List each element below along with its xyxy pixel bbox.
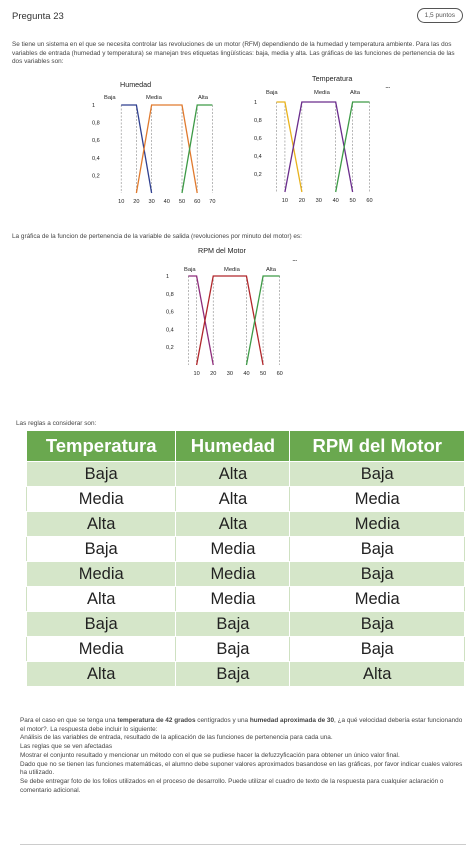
x-tick-label: 60: [276, 371, 283, 377]
series-media: [197, 276, 263, 365]
x-tick-label: 50: [259, 371, 267, 377]
temperatura-membership-chart: [250, 72, 390, 205]
header-temperatura: Temperatura: [27, 431, 176, 462]
intro-text: Se tiene un sistema en el que se necesita controlar las revoluciones de un motor (RFM) dependiendo de la humedad y temperatura ambiente. Para las dos variables de entrada (humedad y temperatura) se manejan tres etiquetas lingüísticas: baja, media y alta. Las gráficas de las funciones de pertenencia de las dos variables son:: [12, 41, 455, 66]
humedad-membership-chart: [80, 75, 230, 205]
x-tick-label: 70: [209, 199, 216, 205]
table-row: [27, 562, 465, 587]
cell-rpm: Baja: [290, 637, 465, 662]
y-tick-label: 0,6: [166, 309, 174, 316]
more-icon[interactable]: ...: [385, 80, 390, 90]
cell-temperatura: Media: [27, 487, 176, 512]
y-tick-label: 0,4: [254, 154, 262, 160]
cell-humedad: Alta: [176, 512, 290, 537]
cell-humedad: Alta: [176, 487, 290, 512]
set-label: Media: [314, 90, 330, 96]
set-label: Baja: [104, 95, 116, 101]
cell-temperatura: Alta: [27, 662, 176, 687]
chart-title: Humedad: [120, 80, 152, 89]
x-tick-label: 60: [194, 199, 201, 205]
cell-rpm: Media: [290, 587, 465, 612]
cell-humedad: Baja: [176, 612, 290, 637]
x-tick-label: 40: [163, 199, 170, 205]
y-tick-label: 1: [254, 100, 258, 106]
instruction-line: Mostrar el conjunto resultado y mencionar un método con el que se pudiese hacer la defuzzyficación para obtener un único valor final.: [20, 751, 400, 759]
answer-box-edge[interactable]: [20, 844, 466, 845]
series-baja: [276, 102, 301, 192]
set-label: Media: [146, 95, 162, 101]
set-label: Baja: [184, 267, 196, 273]
cell-humedad: Media: [176, 562, 290, 587]
table-row: [27, 512, 465, 537]
y-tick-label: 0,8: [166, 291, 174, 298]
cell-rpm: Baja: [290, 462, 465, 487]
cell-temperatura: Baja: [27, 462, 176, 487]
set-label: Alta: [350, 90, 360, 96]
output-text: La gráfica de la funcion de pertenencia de la variable de salida (revoluciones por minuto del motor) es:: [12, 233, 302, 240]
x-tick-label: 50: [178, 199, 186, 205]
x-tick-label: 10: [193, 371, 200, 377]
cell-temperatura: Baja: [27, 612, 176, 637]
table-row: [27, 462, 465, 487]
x-tick-label: 60: [366, 198, 373, 204]
series-baja: [188, 276, 213, 365]
table-row: [27, 487, 465, 512]
x-tick-label: 10: [118, 199, 125, 205]
cell-temperatura: Alta: [27, 587, 176, 612]
set-label: Media: [224, 267, 240, 273]
cell-temperatura: Media: [27, 562, 176, 587]
x-tick-label: 20: [133, 199, 140, 205]
cell-humedad: Media: [176, 537, 290, 562]
chart-title: Temperatura: [312, 74, 353, 83]
x-tick-label: 50: [349, 198, 356, 204]
series-alta: [336, 102, 370, 192]
table-row: [27, 537, 465, 562]
cell-rpm: Media: [290, 512, 465, 537]
y-tick-label: 0,4: [166, 327, 174, 334]
cell-rpm: Baja: [290, 562, 465, 587]
cell-humedad: Baja: [176, 662, 290, 687]
instruction-line: Las reglas que se ven afectadas: [20, 743, 113, 751]
question-title: Pregunta 23: [12, 11, 64, 22]
table-row: [27, 637, 465, 662]
question-instructions: [20, 717, 466, 795]
y-tick-label: 0,6: [254, 136, 262, 142]
x-tick-label: 20: [210, 371, 217, 377]
x-tick-label: 10: [281, 198, 289, 204]
y-tick-label: 0,2: [254, 172, 262, 178]
cell-humedad: Baja: [176, 637, 290, 662]
rpm-membership-chart: [160, 245, 300, 380]
y-tick-label: 0,8: [254, 118, 262, 124]
cell-temperatura: Baja: [27, 537, 176, 562]
set-label: Baja: [266, 90, 278, 96]
x-tick-label: 30: [226, 371, 233, 377]
y-tick-label: 0,8: [92, 120, 100, 127]
points-badge: 1,5 puntos: [417, 8, 463, 23]
x-tick-label: 40: [243, 371, 250, 377]
y-tick-label: 0,2: [92, 173, 100, 180]
header-rpm: RPM del Motor: [290, 431, 465, 462]
cell-temperatura: Alta: [27, 512, 176, 537]
chart-title: RPM del Motor: [198, 246, 246, 255]
cell-rpm: Media: [290, 487, 465, 512]
cell-rpm: Alta: [290, 662, 465, 687]
y-tick-label: 0,4: [92, 155, 100, 162]
cell-temperatura: Media: [27, 637, 176, 662]
set-label: Alta: [198, 95, 208, 101]
instruction-line: Dado que no se tienen las funciones matemáticas, el alumno debe suponer valores aproximados basandose en las gráficas, por favor indicar cuales valores ha utilizado.: [20, 760, 463, 777]
table-row: [27, 662, 465, 687]
series-media: [285, 102, 353, 192]
cell-humedad: Alta: [176, 462, 290, 487]
more-icon-output[interactable]: ...: [292, 253, 297, 263]
cell-humedad: Media: [176, 587, 290, 612]
table-row: [27, 587, 465, 612]
set-label: Alta: [266, 267, 276, 273]
x-tick-label: 30: [148, 199, 155, 205]
cell-rpm: Baja: [290, 612, 465, 637]
rules-intro: Las reglas a considerar son:: [16, 420, 97, 427]
instruction-line: Se debe entregar foto de los folios utilizados en el proceso de desarrollo. Puede utilizar el cuadro de texto de la respuesta para cualquier aclaración o comentario adicional.: [20, 777, 444, 794]
series-alta: [246, 276, 279, 365]
x-tick-label: 20: [298, 198, 305, 204]
rules-table: [26, 430, 465, 687]
cell-rpm: Baja: [290, 537, 465, 562]
instruction-line: Análisis de las variables de entrada, resultado de la aplicación de las funciones de pertenencia para cada una.: [20, 734, 333, 742]
table-row: [27, 612, 465, 637]
header-humedad: Humedad: [176, 431, 290, 462]
x-tick-label: 40: [332, 198, 339, 204]
series-media: [136, 105, 197, 193]
y-tick-label: 0,6: [92, 138, 100, 145]
x-tick-label: 30: [315, 198, 322, 204]
case-statement: Para el caso en que se tenga una temperatura de 42 grados centígrados y una humedad aproximada de 30, ¿a qué velocidad debería estar funcionando el motor?. La respuesta debe incluir lo siguiente:: [20, 717, 463, 733]
y-tick-label: 1: [166, 274, 170, 280]
y-tick-label: 1: [92, 103, 96, 109]
y-tick-label: 0,2: [166, 345, 174, 352]
